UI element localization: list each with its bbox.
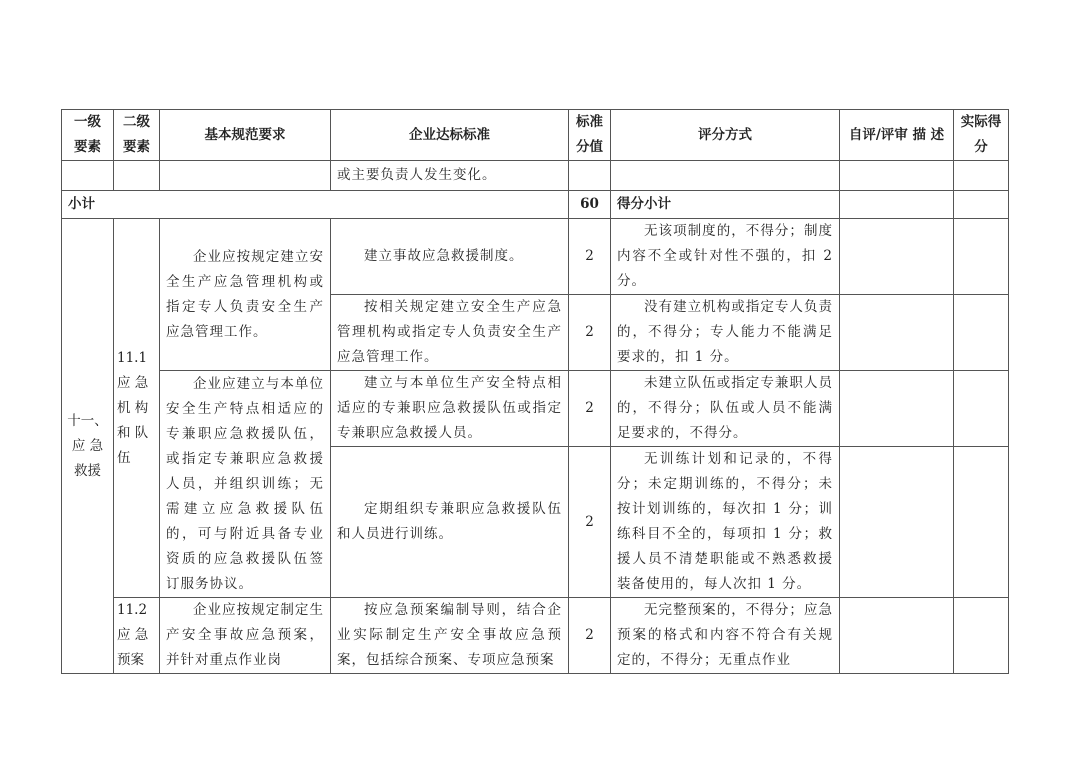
standard-cell: 按应急预案编制导则，结合企业实际制定生产安全事故应急预案，包括综合预案、专项应急预案 bbox=[331, 598, 569, 674]
cont-standard: 或主要负责人发生变化。 bbox=[331, 161, 569, 191]
self-eval-cell bbox=[840, 371, 954, 447]
header-standard-score: 标准分值 bbox=[569, 110, 611, 161]
table-row bbox=[62, 371, 1009, 447]
actual-score-cell bbox=[954, 598, 1009, 674]
table-row bbox=[62, 598, 1009, 674]
header-enterprise-standard: 企业达标标准 bbox=[331, 110, 569, 161]
cont-scoring bbox=[611, 161, 840, 191]
score-cell: 2 bbox=[569, 447, 611, 598]
table-row bbox=[62, 219, 1009, 295]
actual-score-cell bbox=[954, 447, 1009, 598]
cont-score bbox=[569, 161, 611, 191]
subtotal-score-label: 得分小计 bbox=[611, 191, 840, 219]
header-row bbox=[62, 110, 1009, 161]
self-eval-cell bbox=[840, 598, 954, 674]
score-cell: 2 bbox=[569, 598, 611, 674]
self-eval-cell bbox=[840, 219, 954, 295]
header-actual-score: 实际得分 bbox=[954, 110, 1009, 161]
level2-cell-11-2: 11.2 应 急 预案 bbox=[114, 598, 160, 674]
scoring-cell: 无完整预案的，不得分；应急预案的格式和内容不符合有关规定的，不得分；无重点作业 bbox=[611, 598, 840, 674]
header-basic-requirements: 基本规范要求 bbox=[160, 110, 331, 161]
cont-level1 bbox=[62, 161, 114, 191]
cont-self-eval bbox=[840, 161, 954, 191]
subtotal-self-eval bbox=[840, 191, 954, 219]
scoring-cell: 无该项制度的，不得分；制度内容不全或针对性不强的，扣 2 分。 bbox=[611, 219, 840, 295]
self-eval-cell bbox=[840, 295, 954, 371]
continuation-row bbox=[62, 161, 1009, 191]
scoring-cell: 未建立队伍或指定专兼职人员的，不得分；队伍或人员不能满足要求的，不得分。 bbox=[611, 371, 840, 447]
standard-cell: 建立事故应急救援制度。 bbox=[331, 219, 569, 295]
header-level2: 二级要素 bbox=[114, 110, 160, 161]
standards-table bbox=[61, 109, 1009, 674]
header-self-evaluation: 自评/评审 描 述 bbox=[840, 110, 954, 161]
cont-basic-req bbox=[160, 161, 331, 191]
score-cell: 2 bbox=[569, 371, 611, 447]
basic-req-cell: 企业应按规定建立安全生产应急管理机构或指定专人负责安全生产应急管理工作。 bbox=[160, 219, 331, 371]
actual-score-cell bbox=[954, 371, 1009, 447]
subtotal-actual bbox=[954, 191, 1009, 219]
level1-cell: 十一、应 急 救援 bbox=[62, 219, 114, 674]
header-scoring-method: 评分方式 bbox=[611, 110, 840, 161]
score-cell: 2 bbox=[569, 219, 611, 295]
cont-level2 bbox=[114, 161, 160, 191]
basic-req-cell: 企业应建立与本单位安全生产特点相适应的专兼职应急救援队伍，或指定专兼职应急救援人员，并组织训练；无需建立应急救援队伍的，可与附近具备专业资质的应急救援队伍签订服务协议。 bbox=[160, 371, 331, 598]
subtotal-label: 小计 bbox=[62, 191, 569, 219]
scoring-cell: 无训练计划和记录的，不得分；未定期训练的，不得分；未按计划训练的，每次扣 1 分；训练科目不全的，每项扣 1 分；救援人员不清楚职能或不熟悉救援装备使用的，每人次扣 1 分。 bbox=[611, 447, 840, 598]
actual-score-cell bbox=[954, 219, 1009, 295]
basic-req-cell: 企业应按规定制定生产安全事故应急预案，并针对重点作业岗 bbox=[160, 598, 331, 674]
self-eval-cell bbox=[840, 447, 954, 598]
cont-actual bbox=[954, 161, 1009, 191]
subtotal-row bbox=[62, 191, 1009, 219]
level2-cell-11-1: 11.1 应 急 机 构 和 队 伍 bbox=[114, 219, 160, 598]
header-level1: 一级要素 bbox=[62, 110, 114, 161]
subtotal-value: 60 bbox=[569, 191, 611, 219]
standard-cell: 定期组织专兼职应急救援队伍和人员进行训练。 bbox=[331, 447, 569, 598]
score-cell: 2 bbox=[569, 295, 611, 371]
standard-cell: 按相关规定建立安全生产应急管理机构或指定专人负责安全生产应急管理工作。 bbox=[331, 295, 569, 371]
scoring-cell: 没有建立机构或指定专人负责的，不得分；专人能力不能满足要求的，扣 1 分。 bbox=[611, 295, 840, 371]
actual-score-cell bbox=[954, 295, 1009, 371]
standard-cell: 建立与本单位生产安全特点相适应的专兼职应急救援队伍或指定专兼职应急救援人员。 bbox=[331, 371, 569, 447]
